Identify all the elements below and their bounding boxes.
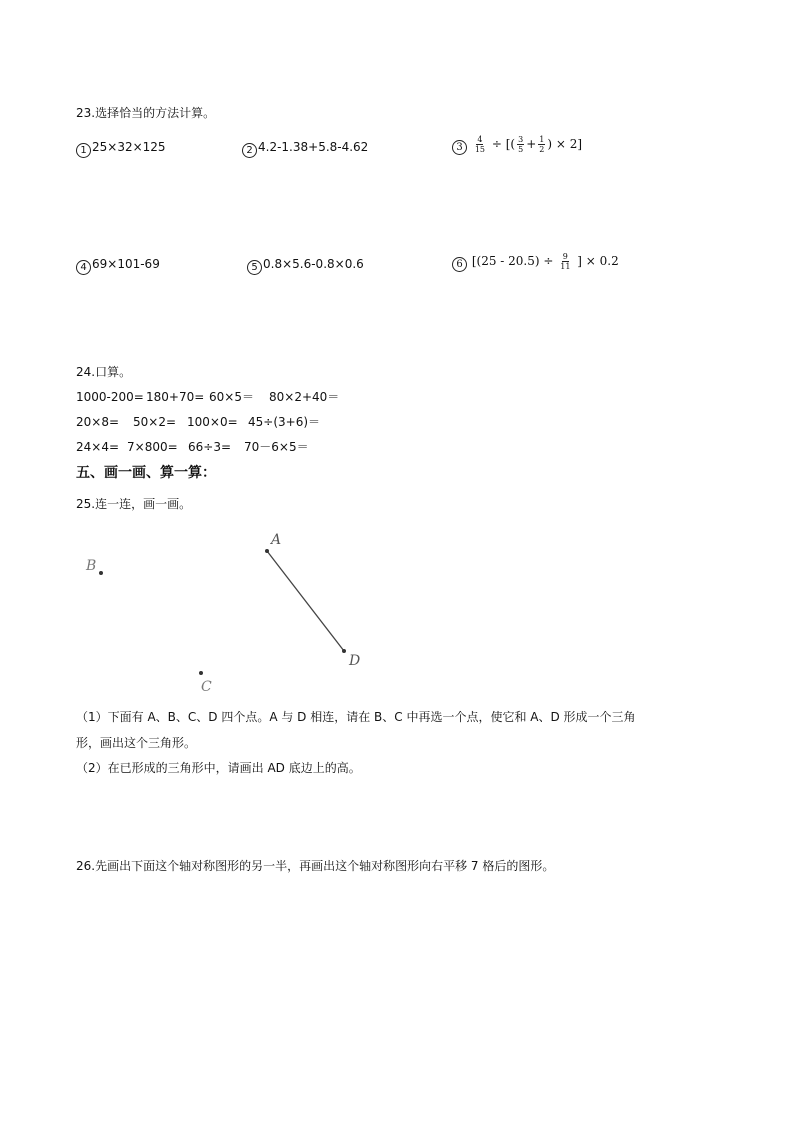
- label-b: B: [86, 558, 97, 574]
- label-d: D: [349, 653, 361, 669]
- item-number: 2: [242, 143, 257, 158]
- q26-title: 26.先画出下面这个轴对称图形的另一半，再画出这个轴对称图形向右平移 7 格后的图形。: [76, 859, 555, 873]
- mental-math-item: 50×2=: [133, 415, 177, 429]
- bracket: [(: [505, 137, 516, 151]
- q24-row-3: [76, 439, 309, 455]
- mental-math-item: 45÷(3+6)＝: [248, 415, 321, 429]
- q23-item-5: [247, 256, 364, 275]
- segment-ad: [267, 551, 344, 651]
- label-a: A: [271, 532, 282, 548]
- fraction: $\frac{9}{11}$: [560, 252, 571, 271]
- q23-item-6: [452, 252, 619, 272]
- mental-math-item: 1000-200=: [76, 390, 144, 404]
- point-c: [199, 671, 203, 675]
- bracket: ): [547, 137, 553, 151]
- q23-item-4: [76, 256, 160, 275]
- fraction: $\frac{4}{15}$: [474, 135, 486, 154]
- divide-sign: ÷: [491, 137, 502, 151]
- mental-math-item: 20×8=: [76, 415, 120, 429]
- expression-lead: [(25 - 20.5) ÷: [471, 254, 554, 268]
- q24-title: 24.口算。: [76, 365, 132, 379]
- points-figure: [70, 520, 380, 700]
- item-number: 3: [452, 140, 467, 155]
- point-b: [99, 571, 103, 575]
- q23-item-1: [76, 139, 166, 158]
- fraction: $\frac{3}{5}$: [518, 135, 524, 154]
- q25-part1-line1: （1）下面有 A、B、C、D 四个点。A 与 D 相连，请在 B、C 中再选一个点，使它和 A、D 形成一个三角: [76, 710, 636, 724]
- q25-part1-line2: 形，画出这个三角形。: [76, 736, 197, 750]
- point-a: [265, 549, 269, 553]
- item-number: 5: [247, 260, 262, 275]
- item-number: 4: [76, 260, 91, 275]
- label-c: C: [201, 679, 212, 695]
- times-sign: ×: [555, 137, 566, 151]
- plus-sign: +: [526, 137, 537, 151]
- item-number: 1: [76, 143, 91, 158]
- expression: 25×32×125: [92, 140, 166, 154]
- q25-part2: （2）在已形成的三角形中，请画出 AD 底边上的高。: [76, 761, 361, 775]
- point-d: [342, 649, 346, 653]
- operand: 2]: [569, 137, 583, 151]
- mental-math-item: 24×4=: [76, 440, 120, 454]
- mental-math-item: 180+70=: [146, 390, 205, 404]
- fraction: $\frac{1}{2}$: [539, 135, 545, 154]
- mental-math-item: 60×5＝: [209, 390, 254, 404]
- q24-row-1: [76, 389, 339, 405]
- item-number: 6: [452, 257, 467, 272]
- q23-item-2: [242, 139, 368, 158]
- mental-math-item: 80×2+40＝: [269, 390, 340, 404]
- expression: 4.2-1.38+5.8-4.62: [258, 140, 369, 154]
- q23-item-3: [452, 135, 582, 155]
- expression-tail: ] × 0.2: [577, 254, 619, 268]
- mental-math-item: 100×0=: [187, 415, 238, 429]
- mental-math-item: 70－6×5＝: [244, 440, 309, 454]
- q24-row-2: [76, 414, 320, 430]
- q25-title: 25.连一连，画一画。: [76, 497, 192, 511]
- mental-math-item: 7×800=: [127, 440, 178, 454]
- expression: 0.8×5.6-0.8×0.6: [263, 257, 364, 271]
- mental-math-item: 66÷3=: [188, 440, 232, 454]
- q23-title: 23.选择恰当的方法计算。: [76, 106, 216, 120]
- section-heading: 五、画一画、算一算：: [76, 465, 216, 481]
- expression: 69×101-69: [92, 257, 160, 271]
